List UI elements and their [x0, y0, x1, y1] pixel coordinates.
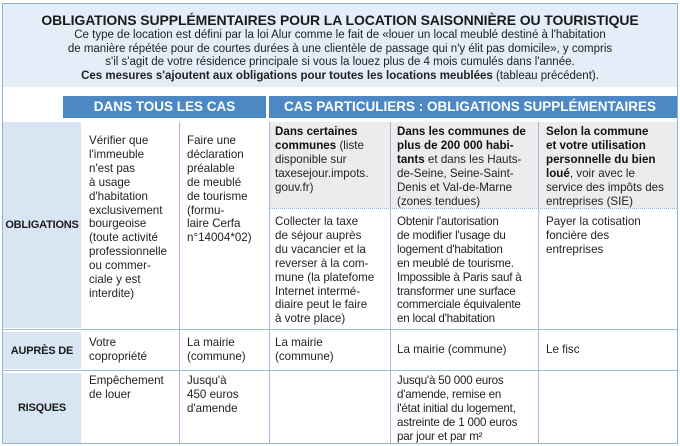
- column-divider: [538, 122, 539, 443]
- intro-text: [17, 29, 663, 83]
- obligation-verify-building: [89, 134, 179, 301]
- text: et votre utilisation: [546, 138, 646, 152]
- text: 450 euros: [187, 387, 239, 401]
- header-panel: [3, 4, 677, 87]
- text: et dans les Hauts-: [424, 152, 522, 166]
- text: Jusqu'à 50 000 euros: [397, 374, 504, 387]
- row-label-obligations: OBLIGATIONS: [3, 122, 81, 328]
- row-label-risques: RISQUES: [3, 373, 81, 443]
- obligation-tourist-tax: [275, 215, 389, 326]
- aupres-verify: [89, 336, 179, 364]
- text: (toute activité: [89, 231, 158, 245]
- intro-note: (tableau précédent).: [492, 69, 599, 82]
- text: gouv.fr): [275, 180, 314, 194]
- text: Faire une: [187, 134, 236, 147]
- intro-line: Ce type de location est défini par la loi Alur comme le fait de «louer un local meublé destiné à l'habitation: [74, 29, 606, 41]
- text: de modifier l'usage du: [397, 228, 506, 242]
- text: plus de 200 000 habi-: [397, 138, 514, 152]
- text: Obtenir l'autorisation: [397, 215, 499, 228]
- subheader-commune-use: [546, 125, 677, 208]
- page-title: OBLIGATIONS SUPPLÉMENTAIRES POUR LA LOCATION SAISONNIÈRE OU TOURISTIQUE: [41, 12, 639, 28]
- row-label-aupres: AUPRÈS DE: [3, 332, 81, 369]
- intro-line: [17, 70, 663, 84]
- text: (formu-: [187, 203, 225, 217]
- text: déclaration: [187, 147, 244, 161]
- subheader-communes: [275, 125, 387, 195]
- text: Internet intermé-: [275, 284, 361, 298]
- text: Votre: [89, 336, 117, 349]
- text: Dans certaines: [275, 125, 358, 138]
- text: l'immeuble: [89, 147, 145, 161]
- text: commerciale équivalente: [397, 298, 521, 312]
- aupres-authorization: La mairie (commune): [397, 343, 507, 356]
- text: (commune): [187, 349, 246, 363]
- text: foncière des: [546, 228, 610, 242]
- aupres-cfe: Le fisc: [546, 343, 580, 356]
- text: transformer une surface: [397, 284, 516, 298]
- text: d'amende: [187, 401, 238, 415]
- intro-emphasis: Ces mesures s'ajoutent aux obligations pour toutes les locations meublées: [81, 69, 493, 82]
- risque-declaration: [187, 374, 267, 416]
- text: de tourisme: [187, 189, 248, 203]
- column-divider: [179, 122, 180, 443]
- text: communes: [275, 138, 337, 152]
- text: de meublé: [187, 175, 242, 189]
- header-all-cases: DANS TOUS LES CAS: [63, 96, 266, 118]
- text: loué: [546, 166, 570, 180]
- header-particular-cases: CAS PARTICULIERS : OBLIGATIONS SUPPLÉMENTAIRES: [269, 96, 677, 118]
- row-divider: [3, 370, 677, 371]
- text: par jour et par m²: [397, 429, 483, 443]
- text: Payer la cotisation: [546, 215, 641, 228]
- intro-line: s'il s'agit de votre résidence principale si vous la louez plus de 4 mois cumulés dans l'année.: [105, 56, 575, 69]
- text: bourgeoise: [89, 217, 147, 231]
- text: Selon la commune: [546, 125, 649, 138]
- text: service des impôts des: [546, 180, 664, 194]
- text: diaire peut le faire: [275, 298, 368, 312]
- table-frame: [2, 3, 678, 444]
- text: reverser à la com-: [275, 256, 369, 270]
- column-divider: [390, 122, 391, 443]
- text: en meublé de tourisme.: [397, 256, 514, 270]
- text: copropriété: [89, 349, 148, 363]
- text: en local d'habitation: [397, 312, 495, 326]
- text: disponible sur: [275, 152, 347, 166]
- text: (commune): [275, 349, 334, 363]
- text: Vérifier que: [89, 134, 149, 147]
- text: Dans les communes de: [397, 125, 526, 138]
- text: astreinte de 1 000 euros: [397, 415, 518, 429]
- text: professionnelle: [89, 245, 167, 259]
- text: Denis et Val-de-Marne: [397, 180, 513, 194]
- text: , voir avec le: [569, 166, 635, 180]
- subheader-big-communes: [397, 125, 537, 208]
- obligation-cfe: [546, 215, 677, 257]
- row-divider: [3, 329, 677, 330]
- text: logement d'habitation: [397, 242, 503, 256]
- text: n°14004*02): [187, 231, 252, 245]
- text: tants: [397, 152, 425, 166]
- text: Impossible à Paris sauf à: [397, 270, 522, 284]
- text: La mairie: [187, 336, 235, 349]
- text: mune (la platefome: [275, 270, 375, 284]
- text: l'état initial du logement,: [397, 401, 516, 415]
- obligation-declaration: [187, 134, 267, 245]
- text: interdite): [89, 286, 135, 300]
- text: ou commer-: [89, 259, 151, 273]
- text: entreprises (SIE): [546, 194, 633, 208]
- text: à votre place): [275, 312, 346, 326]
- text: taxesejour.impots.: [275, 166, 369, 180]
- text: laire Cerfa: [187, 217, 241, 231]
- text: de-Seine, Seine-Saint-: [397, 166, 514, 180]
- text: du vacancier et la: [275, 242, 366, 256]
- intro-line: de manière répétée pour de courtes durées à une clientèle de passage qui n'y élit pas domicile», y compris: [67, 42, 613, 55]
- column-divider: [269, 122, 270, 443]
- text: (liste: [336, 138, 364, 152]
- text: Empêchement: [89, 374, 164, 387]
- aupres-tourist-tax: [275, 336, 389, 364]
- text: Collecter la taxe: [275, 215, 359, 228]
- text: de séjour auprès: [275, 228, 362, 242]
- text: entreprises: [546, 242, 604, 256]
- text: d'habitation: [89, 189, 148, 203]
- text: d'amende, remise en: [397, 387, 502, 401]
- text: exclusivement: [89, 203, 163, 217]
- text: n'est pas: [89, 161, 136, 175]
- text: ciale y est: [89, 273, 141, 287]
- risque-authorization: [397, 374, 537, 444]
- text: personnelle du bien: [546, 152, 656, 166]
- obligation-authorization: [397, 215, 537, 326]
- aupres-declaration: [187, 336, 267, 364]
- text: préalable: [187, 161, 235, 175]
- risque-verify: [89, 374, 179, 402]
- text: Jusqu'à: [187, 374, 227, 387]
- text: (zones tendues): [397, 194, 481, 208]
- text: La mairie: [275, 336, 323, 349]
- text: de louer: [89, 387, 131, 401]
- text: à usage: [89, 175, 131, 189]
